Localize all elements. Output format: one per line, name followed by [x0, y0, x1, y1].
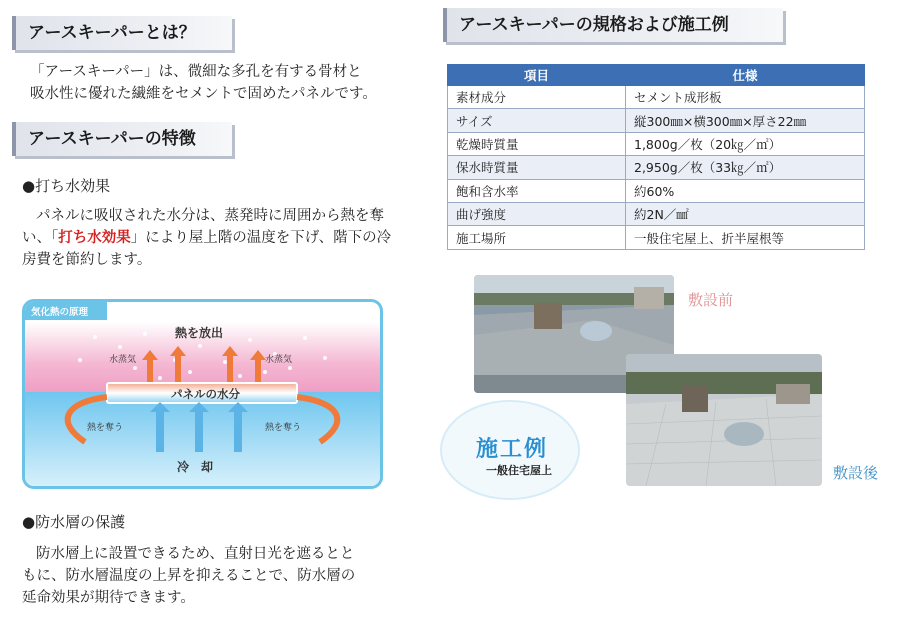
intro-line: 「アースキーパー」は、微細な多孔を有する骨材と	[30, 64, 362, 80]
table-cell-item: 保水時質量	[448, 156, 626, 179]
table-cell-spec: 縦300㎜×横300㎜×厚さ22㎜	[626, 109, 865, 132]
take-heat-label-left: 熱を奪う	[87, 423, 124, 433]
vapor-label-left: 水蒸気	[109, 355, 137, 365]
feature-line: 防水層上に設置できるため、直射日光を遮るとと	[36, 546, 355, 562]
table-header-row	[448, 65, 865, 86]
feature-paragraph-waterproof	[22, 543, 422, 609]
diagram-tag: 気化熱の原理	[31, 307, 89, 318]
table-cell-item: 曲げ強度	[448, 202, 626, 225]
after-photo-image	[626, 354, 822, 486]
feature-line	[22, 227, 442, 249]
table-row	[448, 109, 865, 132]
after-label: 敷設後	[833, 464, 879, 482]
before-label: 敷設前	[688, 291, 734, 309]
section-title-what-is	[12, 16, 232, 50]
spec-table	[447, 64, 865, 250]
feature-heading-water-sprinkling: ●打ち水効果	[22, 177, 111, 195]
table-row	[448, 226, 865, 249]
section-title-text: アースキーパーの規格および施工例	[459, 15, 729, 35]
table-row	[448, 156, 865, 179]
feature-line: 延命効果が期待できます。	[22, 590, 195, 606]
section-title-spec	[443, 8, 783, 42]
cooling-label: 冷 却	[177, 460, 214, 474]
after-photo	[626, 354, 822, 486]
table-row	[448, 132, 865, 155]
column-header-item: 項目	[448, 65, 626, 86]
heat-release-label: 熱を放出	[175, 326, 224, 340]
column-header-spec: 仕様	[626, 65, 865, 86]
vapor-label-right: 水蒸気	[265, 355, 293, 365]
table-cell-item: サイズ	[448, 109, 626, 132]
table-cell-item: 施工場所	[448, 226, 626, 249]
feature-line: パネルに吸収された水分は、蒸発時に周囲から熱を奪	[36, 208, 384, 224]
intro-paragraph	[30, 61, 377, 105]
section-title-text: アースキーパーとは？	[28, 23, 196, 43]
section-title-text: アースキーパーの特徴	[28, 129, 196, 149]
evaporation-diagram	[22, 299, 383, 489]
table-row	[448, 202, 865, 225]
example-subtitle: 一般住宅屋上	[486, 464, 552, 477]
table-cell-spec: 一般住宅屋上、折半屋根等	[626, 226, 865, 249]
table-row	[448, 86, 865, 109]
take-heat-label-right: 熱を奪う	[265, 423, 302, 433]
section-title-features	[12, 122, 232, 156]
table-cell-item: 飽和含水率	[448, 179, 626, 202]
feature-text: い、「	[22, 230, 59, 246]
table-cell-item: 乾燥時質量	[448, 132, 626, 155]
feature-text: 」により屋上階の温度を下げ、階下の冷	[130, 230, 392, 246]
feature-line: 房費を節約します。	[22, 252, 152, 268]
feature-line: もに、防水層温度の上昇を抑えることで、防水層の	[22, 568, 356, 584]
table-cell-item: 素材成分	[448, 86, 626, 109]
table-row	[448, 179, 865, 202]
feature-paragraph-water-sprinkling	[22, 205, 442, 271]
table-cell-spec: 約60%	[626, 179, 865, 202]
table-cell-spec: 1,800g／枚（20㎏／㎡）	[626, 132, 865, 155]
feature-heading-waterproof: ●防水層の保護	[22, 513, 126, 531]
table-cell-spec: 約2N／㎟	[626, 202, 865, 225]
example-title: 施工例	[476, 437, 549, 462]
table-cell-spec: 2,950g／枚（33㎏／㎡）	[626, 156, 865, 179]
table-cell-spec: セメント成形板	[626, 86, 865, 109]
highlight-text: 打ち水効果	[58, 230, 131, 246]
intro-line: 吸水性に優れた繊維をセメントで固めたパネルです。	[30, 86, 377, 102]
panel-water-label: パネルの水分	[171, 387, 240, 401]
